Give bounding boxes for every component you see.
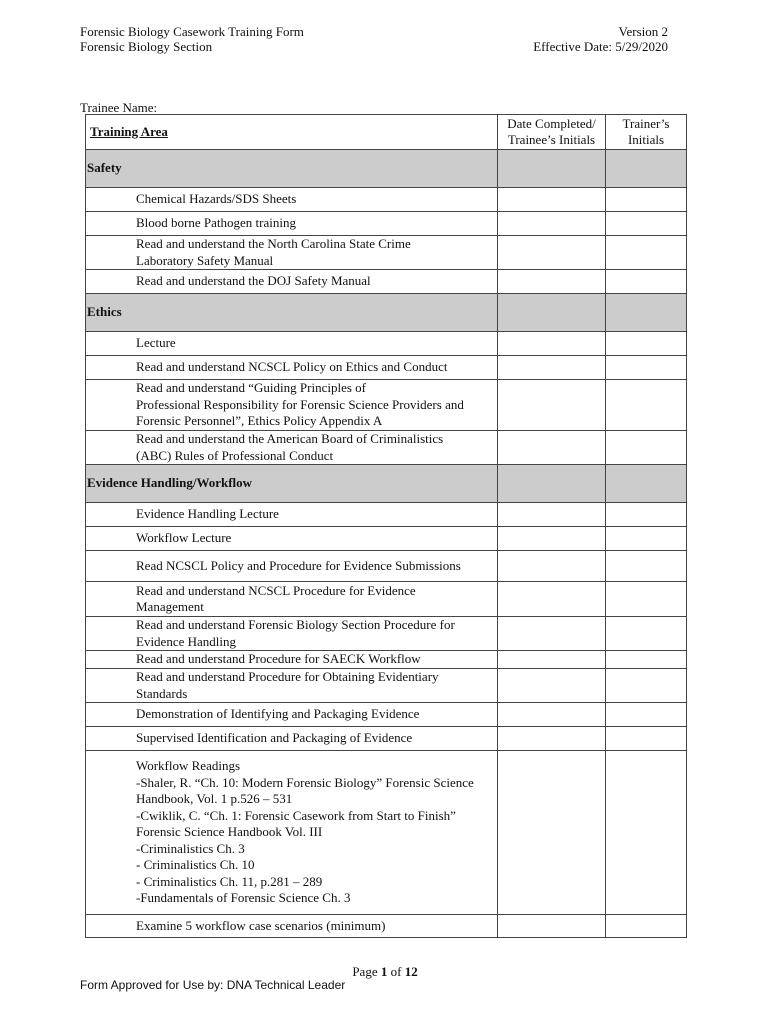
section-trainer-cell [606,150,687,188]
training-item-line: Demonstration of Identifying and Packaging Evidence [136,706,420,722]
training-item-line: Chemical Hazards/SDS Sheets [136,191,297,207]
date-completed-cell[interactable] [498,270,606,294]
table-row [86,236,687,270]
section-title: Evidence Handling/Workflow [86,465,498,503]
trainer-initials-cell[interactable] [606,236,687,270]
date-completed-cell[interactable] [498,651,606,669]
trainer-initials-cell[interactable] [606,527,687,551]
table-row [86,551,687,582]
version-label: Version 2 [618,24,668,39]
date-completed-cell[interactable] [498,503,606,527]
section-name: Forensic Biology Section [80,39,213,54]
section-date-cell [498,294,606,332]
header-left [80,24,304,54]
training-item [86,212,498,236]
date-completed-cell[interactable] [498,551,606,582]
section-trainer-cell [606,465,687,503]
date-completed-cell[interactable] [498,582,606,617]
date-completed-cell[interactable] [498,431,606,465]
date-completed-header: Date Completed/ Trainee’s Initials [498,115,606,150]
table-row [86,380,687,431]
training-item-line: Management [136,599,204,614]
training-item [86,751,498,915]
training-item-line: (ABC) Rules of Professional Conduct [136,447,334,463]
training-item-line: Supervised Identification and Packaging of Evidence [136,730,413,746]
training-item [86,651,498,669]
form-title: Forensic Biology Casework Training Form [80,24,304,39]
training-item-line: Read and understand Forensic Biology Section Procedure for [136,617,455,632]
training-item [86,551,498,582]
trainee-name-label: Trainee Name: [80,100,158,115]
training-item-line: Read NCSCL Policy and Procedure for Evidence Submissions [136,557,461,573]
training-item [86,431,498,465]
table-row [86,431,687,465]
page-number: Page 1 of 12 [352,964,418,979]
date-completed-cell[interactable] [498,212,606,236]
training-item-line: Forensic Science Handbook Vol. III [136,824,323,840]
training-item [86,380,498,431]
training-item [86,527,498,551]
date-completed-cell[interactable] [498,356,606,380]
date-completed-cell[interactable] [498,669,606,703]
trainer-initials-header: Trainer’s Initials [606,115,687,150]
section-row [86,294,687,332]
table-row [86,527,687,551]
approval-note: Form Approved for Use by: DNA Technical Leader [80,978,346,992]
header-right [533,24,668,54]
trainer-initials-cell[interactable] [606,332,687,356]
effective-date: Effective Date: 5/29/2020 [533,39,668,54]
trainer-initials-cell[interactable] [606,503,687,527]
table-row [86,582,687,617]
section-date-cell [498,150,606,188]
training-item [86,617,498,651]
section-row [86,465,687,503]
trainer-initials-cell[interactable] [606,551,687,582]
training-item-line: -Shaler, R. “Ch. 10: Modern Forensic Biology” Forensic Science [136,774,474,790]
training-item-line: Workflow Readings [136,758,241,774]
training-item-line: Read and understand Procedure for SAECK Workflow [136,651,421,667]
training-item [86,703,498,727]
training-item [86,582,498,617]
date-completed-cell[interactable] [498,703,606,727]
training-item [86,332,498,356]
training-item-line: Laboratory Safety Manual [136,252,274,268]
table-row [86,703,687,727]
trainer-initials-cell[interactable] [606,356,687,380]
trainer-initials-cell[interactable] [606,703,687,727]
training-item-line: Forensic Personnel”, Ethics Policy Appendix A [136,413,383,429]
trainer-initials-cell[interactable] [606,617,687,651]
training-table [85,114,687,938]
section-title: Safety [86,150,498,188]
trainer-initials-cell[interactable] [606,915,687,938]
training-item-line: Read and understand the North Carolina State Crime [136,236,411,251]
training-item-line: Evidence Handling [136,633,236,649]
table-row [86,651,687,669]
date-completed-cell[interactable] [498,751,606,915]
training-item-line: Blood borne Pathogen training [136,215,296,231]
training-item-line: Read and understand the DOJ Safety Manual [136,273,371,289]
table-row [86,188,687,212]
training-item-line: Read and understand Procedure for Obtaining Evidentiary [136,669,439,684]
training-item-line: -Fundamentals of Forensic Science Ch. 3 [136,890,351,906]
date-completed-cell[interactable] [498,188,606,212]
date-completed-cell[interactable] [498,617,606,651]
trainer-initials-cell[interactable] [606,727,687,751]
training-item-line: Professional Responsibility for Forensic Science Providers and [136,396,464,412]
table-header-row [86,115,687,150]
trainer-initials-cell[interactable] [606,188,687,212]
table-row [86,356,687,380]
training-item [86,915,498,938]
training-item-line: Evidence Handling Lecture [136,506,279,522]
trainer-initials-cell[interactable] [606,651,687,669]
table-row [86,332,687,356]
trainer-initials-cell[interactable] [606,751,687,915]
table-row [86,915,687,938]
training-item-line: Handbook, Vol. 1 p.526 – 531 [136,791,293,807]
date-completed-cell[interactable] [498,527,606,551]
date-completed-cell[interactable] [498,236,606,270]
training-area-header: Training Area [86,115,498,150]
training-item-line: Lecture [136,335,176,351]
trainer-initials-cell[interactable] [606,431,687,465]
training-item-line: - Criminalistics Ch. 11, p.281 – 289 [136,873,323,889]
date-completed-cell[interactable] [498,380,606,431]
training-item-line: Read and understand the American Board of Criminalistics [136,431,444,446]
training-item-line: - Criminalistics Ch. 10 [136,857,255,873]
trainer-initials-cell[interactable] [606,212,687,236]
trainer-initials-cell[interactable] [606,669,687,703]
table-row [86,727,687,751]
table-row [86,270,687,294]
section-date-cell [498,465,606,503]
section-trainer-cell [606,294,687,332]
training-item [86,270,498,294]
table-row [86,212,687,236]
section-title: Ethics [86,294,498,332]
training-item-line: Read and understand NCSCL Policy on Ethics and Conduct [136,359,448,375]
table-row [86,617,687,651]
date-completed-cell[interactable] [498,727,606,751]
table-row [86,503,687,527]
trainer-initials-cell[interactable] [606,270,687,294]
table-row [86,751,687,915]
section-row [86,150,687,188]
training-item [86,727,498,751]
training-item-line: Standards [136,685,188,701]
date-completed-cell[interactable] [498,915,606,938]
training-item [86,669,498,703]
training-item-line: Examine 5 workflow case scenarios (minimum) [136,917,386,933]
training-item-line: -Cwiklik, C. “Ch. 1: Forensic Casework from Start to Finish” [136,807,456,823]
training-item-line: -Criminalistics Ch. 3 [136,840,245,856]
training-item [86,188,498,212]
training-item-line: Read and understand NCSCL Procedure for Evidence [136,582,416,598]
trainer-initials-cell[interactable] [606,380,687,431]
training-item [86,236,498,270]
table-row [86,669,687,703]
date-completed-cell[interactable] [498,332,606,356]
training-item-line: Read and understand “Guiding Principles of [136,380,366,396]
training-item [86,503,498,527]
training-item-line: Workflow Lecture [136,530,232,546]
training-item [86,356,498,380]
trainer-initials-cell[interactable] [606,582,687,617]
